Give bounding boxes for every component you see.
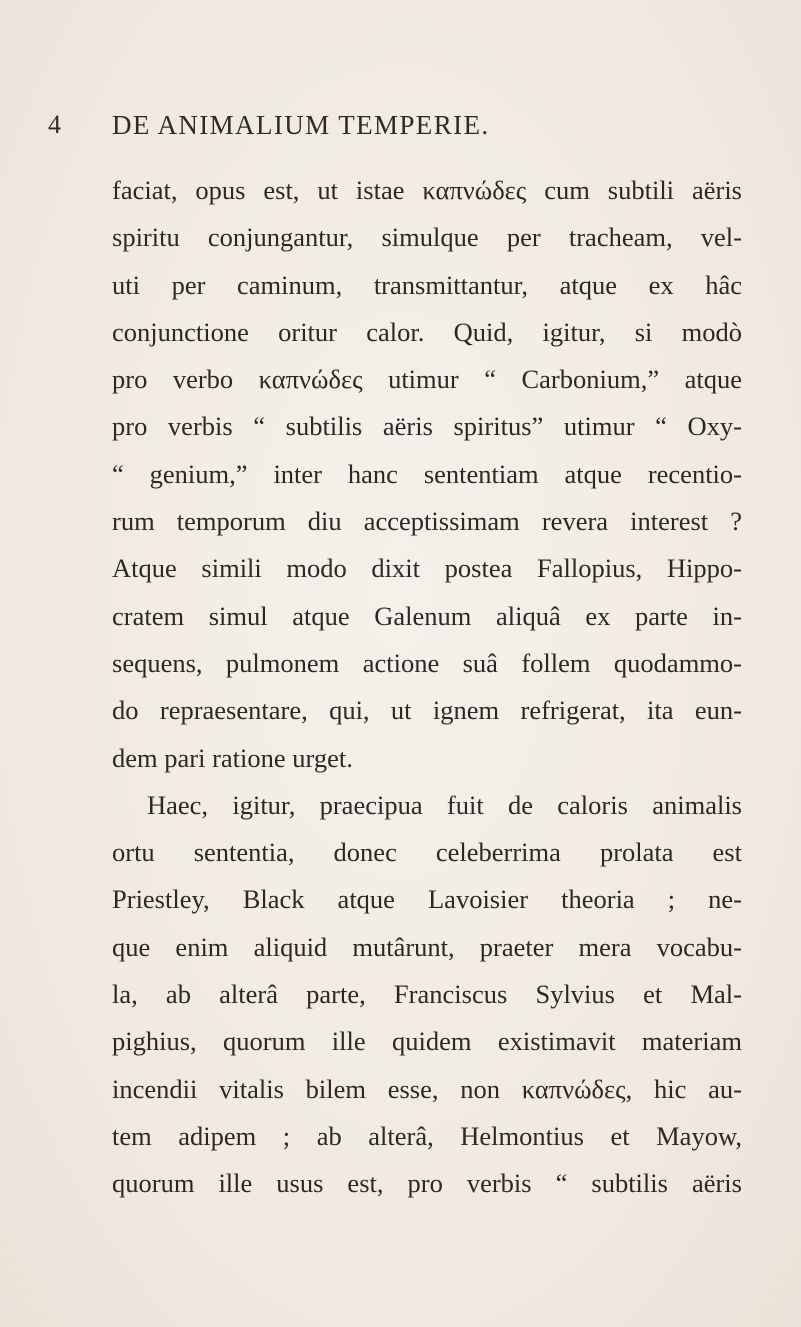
text-line: que enim aliquid mutârunt, praeter mera vocabu-	[112, 931, 742, 962]
text-line: pro verbis “ subtilis aëris spiritus” utimur “ Oxy-	[112, 411, 742, 442]
running-title: DE ANIMALIUM TEMPERIE.	[112, 110, 490, 140]
text-line: sequens, pulmonem actione suâ follem quodammo-	[112, 647, 742, 678]
text-line: ortu sententia, donec celeberrima prolata est	[112, 837, 742, 868]
text-line: spiritu conjungantur, simulque per tracheam, vel-	[112, 222, 742, 253]
text-line: cratem simul atque Galenum aliquâ ex parte in-	[112, 600, 742, 631]
text-line: Priestley, Black atque Lavoisier theoria ; ne-	[112, 884, 742, 915]
text-line: tem adipem ; ab alterâ, Helmontius et Mayow,	[112, 1120, 742, 1151]
text-line: faciat, opus est, ut istae καπνώδες cum subtili aëris	[112, 175, 742, 205]
text-line: uti per caminum, transmittantur, atque ex hâc	[112, 269, 742, 300]
text-line: Haec, igitur, praecipua fuit de caloris animalis	[147, 789, 742, 820]
text-line: “ genium,” inter hanc sententiam atque recentio-	[112, 458, 742, 489]
text-line: do repraesentare, qui, ut ignem refrigerat, ita eun-	[112, 695, 742, 726]
text-line: conjunctione oritur calor. Quid, igitur, si modò	[112, 316, 742, 347]
text-line: incendii vitalis bilem esse, non καπνώδες, hic au-	[112, 1073, 742, 1104]
text-line: pighius, quorum ille quidem existimavit materiam	[112, 1026, 742, 1057]
page-number: 4	[48, 110, 61, 139]
text-line: Atque simili modo dixit postea Fallopius, Hippo-	[112, 553, 742, 584]
text-line: dem pari ratione urget.	[112, 742, 353, 773]
page-header	[48, 110, 761, 150]
text-line: la, ab alterâ parte, Franciscus Sylvius et Mal-	[112, 979, 742, 1010]
text-line: rum temporum diu acceptissimam revera interest ?	[112, 506, 742, 537]
text-line: quorum ille usus est, pro verbis “ subtilis aëris	[112, 1168, 742, 1199]
body-text	[112, 167, 742, 1208]
text-line: pro verbo καπνώδες utimur “ Carbonium,” atque	[112, 364, 742, 395]
